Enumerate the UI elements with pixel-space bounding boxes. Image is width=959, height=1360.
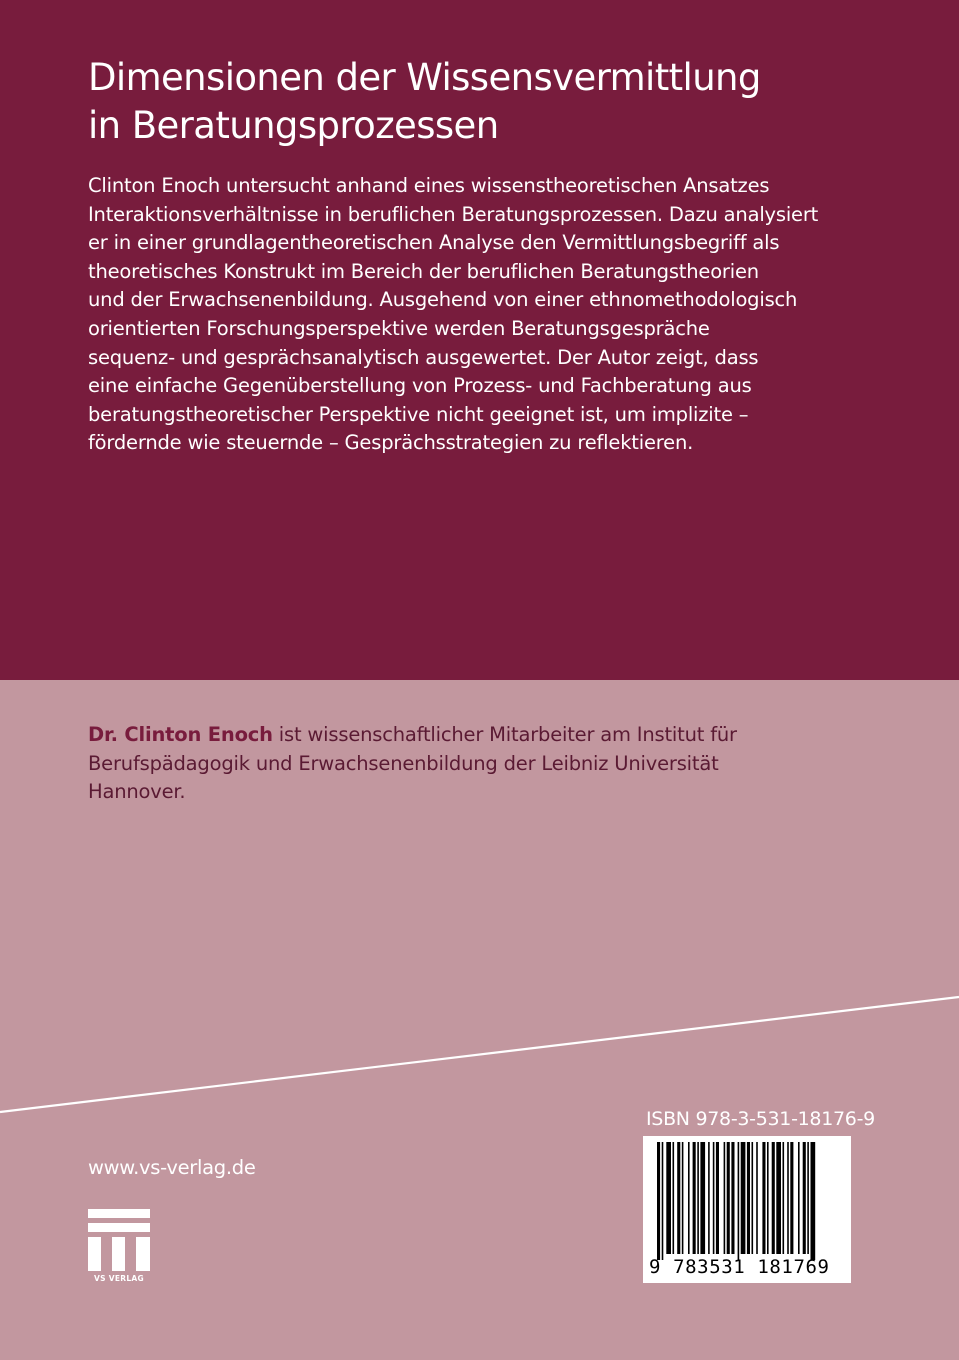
- blurb-line: er in einer grundlagentheoretischen Analyse den Vermittlungsbegriff als: [88, 231, 780, 255]
- blurb-line: Interaktionsverhältnisse in beruflichen Beratungsprozessen. Dazu analysiert: [88, 202, 819, 226]
- publisher-website: www.vs-verlag.de: [88, 1156, 256, 1179]
- blurb-line: sequenz- und gesprächsanalytisch ausgewertet. Der Autor zeigt, dass: [88, 345, 759, 369]
- author-bio-line: [88, 721, 888, 750]
- author-bio-line: Hannover.: [88, 780, 186, 804]
- publisher-logo-text: VS VERLAG: [94, 1274, 144, 1283]
- blurb-line: beratungstheoretischer Perspektive nicht geeignet ist, um implizite –: [88, 402, 749, 426]
- decorative-swoosh-line: [0, 990, 959, 1120]
- blurb-line: und der Erwachsenenbildung. Ausgehend von einer ethnomethodologisch: [88, 288, 798, 312]
- book-blurb: [88, 172, 878, 458]
- blurb-line: Clinton Enoch untersucht anhand eines wissenstheoretischen Ansatzes: [88, 174, 770, 197]
- author-bio-line: Berufspädagogik und Erwachsenenbildung der Leibniz Universität: [88, 751, 719, 775]
- blurb-line: orientierten Forschungsperspektive werden Beratungsgespräche: [88, 316, 710, 340]
- barcode-digits: 9 783531 181769: [649, 1256, 830, 1278]
- author-name: Dr. Clinton Enoch: [88, 723, 273, 746]
- blurb-line: fördernde wie steuernde – Gesprächsstrategien zu reflektieren.: [88, 431, 694, 455]
- isbn-text: ISBN 978-3-531-18176-9: [646, 1108, 875, 1130]
- author-bio-text: ist wissenschaftlicher Mitarbeiter am Institut für: [272, 723, 737, 746]
- barcode: [643, 1136, 851, 1283]
- book-title: Dimensionen der Wissensvermittlung in Beratungsprozessen: [88, 56, 761, 147]
- author-bio: [88, 721, 888, 807]
- blurb-line: eine einfache Gegenüberstellung von Prozess- und Fachberatung aus: [88, 374, 752, 398]
- publisher-logo-icon: [88, 1209, 150, 1283]
- blurb-line: theoretisches Konstrukt im Bereich der beruflichen Beratungstheorien: [88, 259, 759, 283]
